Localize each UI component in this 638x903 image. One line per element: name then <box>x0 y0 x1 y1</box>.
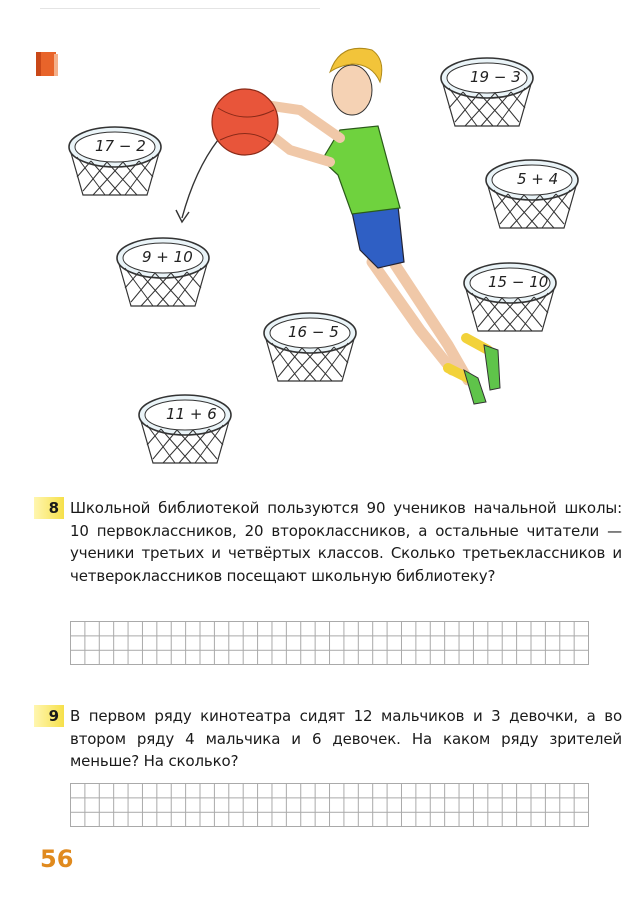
task-number-badge: 8 <box>34 497 64 519</box>
basket-label: 5 + 4 <box>517 170 559 188</box>
basket-label: 19 − 3 <box>470 68 521 86</box>
task-number-badge: 9 <box>34 705 64 727</box>
basket-label: 9 + 10 <box>142 248 193 266</box>
throw-arrow <box>182 140 218 218</box>
answer-grid[interactable] <box>70 783 589 827</box>
task-text: Школьной библиотекой пользуются 90 учеников начальной школы: 10 первоклассников, 20 второклассников, а остальные читатели — ученики третьих и четвёртых классов. Сколько третьеклассников и четвероклассников посещают школьную библиотеку? <box>70 499 622 585</box>
basket-label: 15 − 10 <box>488 273 549 291</box>
player-figure <box>212 48 500 404</box>
task-text: В первом ряду кинотеатра сидят 12 мальчиков и 3 девочки, а во втором ряду 4 мальчика и 6 девочек. На каком ряду зрителей меньше? На сколько? <box>70 707 622 770</box>
basket-label: 11 + 6 <box>166 405 217 423</box>
basket-label: 17 − 2 <box>95 137 146 155</box>
task-9 <box>34 705 622 775</box>
page-number: 56 <box>40 845 74 873</box>
task-8 <box>34 497 622 609</box>
ball <box>212 89 278 155</box>
basket-label: 16 − 5 <box>288 323 339 341</box>
answer-grid[interactable] <box>70 621 589 665</box>
